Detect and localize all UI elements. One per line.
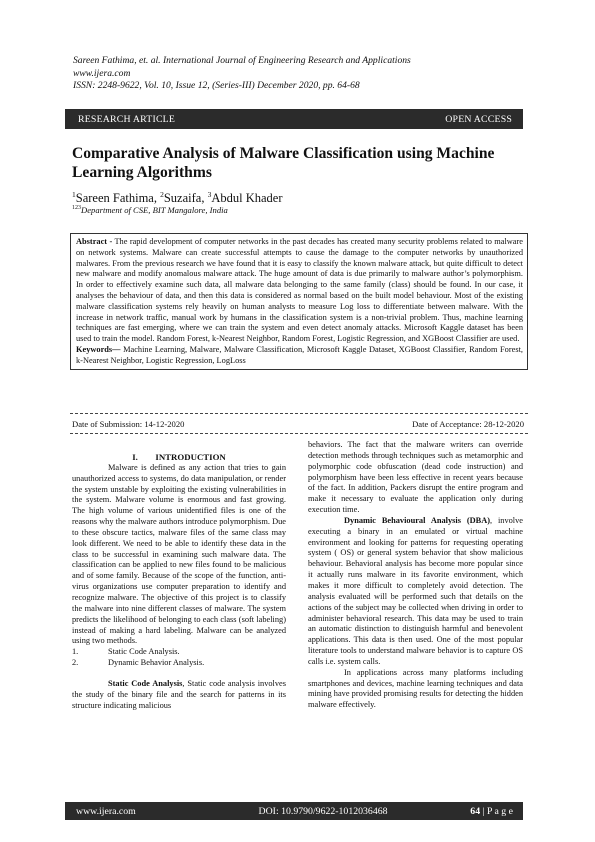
- article-type-bar: [65, 109, 523, 129]
- intro-paragraph: Malware is defined as any action that tries to gain unauthorized access to systems, do data manipulation, or render the system unstable by exploiting the existing vulnerabilities in the system. Malware volume is enormous and fast growing. The high volume of various unidentified files is one of the reasons why the malware authors introduce polymorphism. Due to these obscure tactics, malware files of the same class may look different. We need to be able to identify these data in the class to be successful in examining such malware data. The classification can be applied to new files found to be malicious and of some family. Because of the scope of the function, anti-virus organizations use computer preparation to identify and recognize malware. The objective of this project is to classify the malware into nine different classes of malware. The system predicts the likelihood of belonging to each class (soft labeling) instead of making a hard labeling. Malware can be analyzed using two methods.: [72, 462, 286, 646]
- static-analysis-label: Static Code Analysis: [108, 678, 183, 688]
- divider: [70, 433, 528, 434]
- left-column: [72, 442, 286, 711]
- footer-bar: [65, 802, 523, 820]
- keywords-label: Keywords—: [76, 344, 121, 354]
- footer-website[interactable]: www.ijera.com: [76, 805, 136, 817]
- continued-paragraph: behaviors. The fact that the malware writers can override detection methods through techniques such as metamorphic and polymorphic code obfuscation (dead code instruction) and polymorphism have been less effective in recent years because of the fact. In addition, Packers disrupt the entire program and make it necessary to evaluate the application only during execution time.: [308, 440, 523, 515]
- applications-paragraph: In applications across many platforms including smartphones and devices, machine learning techniques and data mining have provided promising results for detecting the hidden malware effectively.: [308, 667, 523, 710]
- author-affil-mark: 3: [207, 190, 212, 199]
- dynamic-analysis-label: Dynamic Behavioural Analysis (DBA): [344, 515, 491, 525]
- dates-row: [72, 419, 524, 429]
- right-column: [308, 440, 523, 711]
- abstract-box: [70, 233, 528, 370]
- keywords-text: Machine Learning, Malware, Malware Classification, Microsoft Kaggle Dataset, XGBoost Classifier, Random Forest, k-Nearest Neighbor, Logistic Regression, LogLoss: [76, 344, 523, 365]
- affiliation-text: Department of CSE, BIT Mangalore, India: [81, 205, 228, 215]
- acceptance-date: Date of Acceptance: 28-12-2020: [412, 419, 524, 429]
- author-list: [72, 190, 283, 206]
- list-item: [72, 658, 286, 669]
- list-number: 1.: [72, 647, 79, 657]
- abstract-paragraph: [76, 237, 523, 345]
- paper-title: Comparative Analysis of Malware Classification using Machine Learning Algorithms: [72, 145, 495, 181]
- keywords-paragraph: [76, 345, 523, 367]
- author-affil-mark: 2: [160, 190, 164, 199]
- author-name: Abdul Khader: [211, 191, 283, 206]
- dynamic-analysis-paragraph: [308, 516, 523, 668]
- static-analysis-paragraph: [72, 679, 286, 712]
- list-number: 2.: [72, 658, 79, 668]
- section-heading: I. INTRODUCTION: [132, 452, 226, 462]
- journal-issn: ISSN: 2248-9622, Vol. 10, Issue 12, (Series-III) December 2020, pp. 64-68: [73, 80, 360, 91]
- affiliation: [72, 205, 228, 215]
- list-item: [72, 647, 286, 658]
- author-name: Suzaifa,: [163, 191, 208, 206]
- author-affil-mark: 1: [72, 190, 76, 199]
- dynamic-analysis-text: , involve executing a binary in an emulated or virtual machine environment and looking for patterns for requesting operating system ( OS) or general system behavior that show malicious behaviour. Behavioral analysis has become more popular since it actually runs malware in its favorite environment, which makes it more difficult to completely avoid detection. The analysis evaluated will be performed such that details on the actions of the subject may be collected when driving in order to administer behavioral research. This data may be used to train an automatic distinction to distinguish harmful and benevolent applications. This data is then used. One of the most popular literature tools to understand malware behavior is to capture OS calls i.e. system calls.: [308, 515, 523, 666]
- submission-date: Date of Submission: 14-12-2020: [72, 419, 185, 429]
- footer-page: [470, 806, 513, 817]
- journal-header: [73, 55, 533, 93]
- page-number: 64: [470, 805, 481, 817]
- page-label: | P a g e: [480, 805, 513, 817]
- access-label: OPEN ACCESS: [445, 113, 512, 125]
- list-text: Static Code Analysis.: [108, 647, 180, 657]
- static-analysis-text: , Static code analysis involves the study of the binary file and the search for patterns in its structure indicating malicious: [72, 678, 286, 710]
- list-text: Dynamic Behavior Analysis.: [108, 658, 205, 668]
- author-name: Sareen Fathima,: [75, 191, 161, 206]
- journal-citation: Sareen Fathima, et. al. International Journal of Engineering Research and Applications: [73, 55, 411, 66]
- footer-doi[interactable]: DOI: 10.9790/9622-1012036468: [258, 805, 388, 817]
- divider: [70, 413, 528, 414]
- abstract-text: The rapid development of computer networks in the past decades has created many security problems related to malware on network systems. Malware can create successful attempts to cause the damage to the computer networks by unauthorized malwares. From the previous research we have found that it is easy to classify the known malware attack, but quite difficult to detect new malware and modify anomalous malware attack. The huge amount of data is due primarily to malware author’s polymorphism. In order to effectively examine such data, all malware data belonging to the same family (class) should be found. In our case, it analyses the behaviour of data, and then this data is considered as normal based on the built model behaviour. Most of the existing malware classification systems rely heavily on human analysts to measure Log loss to differentiate between malware. With the increase in network traffic, manual work by humans in the classification system is a non-trivial problem. Thus, machine learning techniques are fast emerging, where we can train the system and even detect anomaly attacks. Microsoft Kaggle dataset has been used to train the model. Random Forest, k-Nearest Neighbor, Random Forest, Logistic Regression, and XGBoost Classifier are used.: [76, 237, 523, 344]
- journal-website[interactable]: www.ijera.com: [73, 67, 131, 79]
- affiliation-mark: 123: [72, 205, 81, 212]
- abstract-label: Abstract -: [76, 237, 113, 246]
- article-type-label: RESEARCH ARTICLE: [78, 113, 176, 125]
